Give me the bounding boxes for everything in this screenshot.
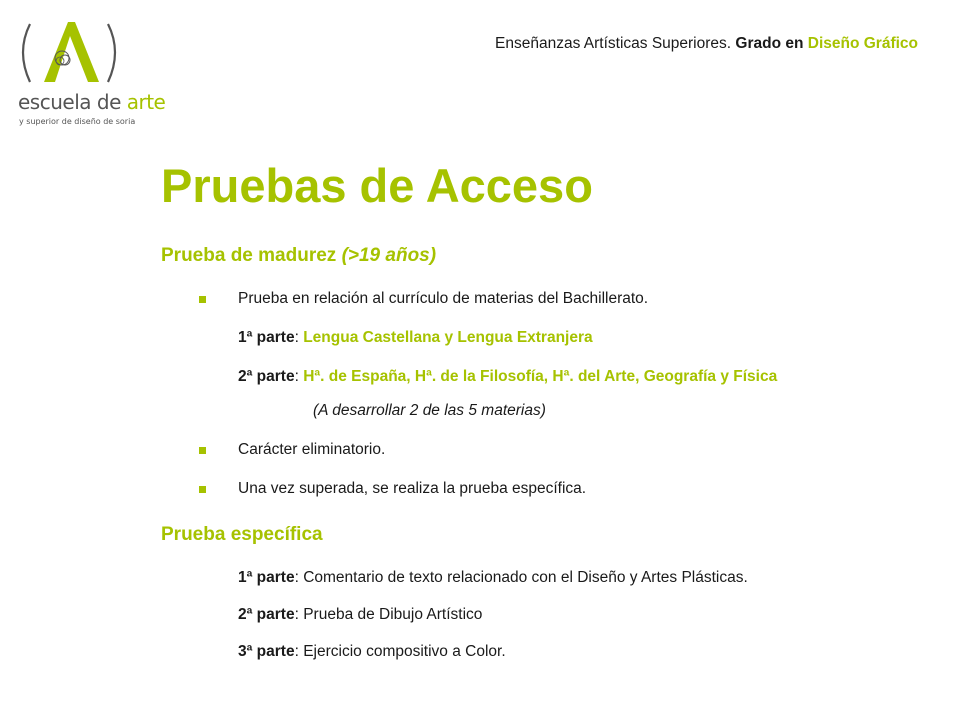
madurez-part-1-value: Lengua Castellana y Lengua Extranjera [303,329,593,346]
especifica-part-1-value: Comentario de texto relacionado con el Diseño y Artes Plásticas. [303,569,748,586]
especifica-part-2-value: Prueba de Dibujo Artístico [303,606,483,623]
especifica-part-1-label: 1ª parte [238,569,295,586]
section-heading-especifica: Prueba específica [161,524,323,545]
madurez-part-2-note: (A desarrollar 2 de las 5 materias) [313,402,546,419]
header-prefix: Enseñanzas Artísticas Superiores. [495,35,736,52]
especifica-part-3-value: Ejercicio compositivo a Color. [303,643,506,660]
especifica-part-1: 1ª parte: Comentario de texto relacionado con el Diseño y Artes Plásticas. [238,569,748,586]
madurez-bullet-superada: Una vez superada, se realiza la prueba específica. [238,480,587,497]
header-degree-line [495,35,918,53]
logo-mark-icon [14,18,144,93]
madurez-bullet-eliminatorio: Carácter eliminatorio. [238,441,386,458]
especifica-part-3-label: 3ª parte [238,643,295,660]
madurez-part-2: 2ª parte: Hª. de España, Hª. de la Filosofía, Hª. del Arte, Geografía y Física [238,368,778,385]
logo-name-prefix: escuela de [18,90,127,114]
especifica-part-3: 3ª parte: Ejercicio compositivo a Color. [238,643,506,660]
especifica-part-2-label: 2ª parte [238,606,295,623]
madurez-part-1: 1ª parte: Lengua Castellana y Lengua Extranjera [238,329,593,346]
madurez-bullet-curriculo: Prueba en relación al currículo de materias del Bachillerato. [238,290,649,307]
madurez-part-1-label: 1ª parte [238,329,295,346]
header-degree-name: Diseño Gráfico [807,35,918,52]
school-logo [14,18,166,126]
madurez-heading-qualifier: (>19 años) [341,245,437,266]
bullet-marker [199,486,206,493]
especifica-part-2: 2ª parte: Prueba de Dibujo Artístico [238,606,483,623]
logo-tagline: y superior de diseño de soria [19,117,136,126]
logo-school-name [18,90,165,114]
page-title: Pruebas de Acceso [161,159,593,212]
logo-name-accent: arte [126,90,166,114]
madurez-part-2-label: 2ª parte [238,368,295,385]
bullet-marker [199,296,206,303]
header-degree-label: Grado en [735,35,808,52]
madurez-part-2-value: Hª. de España, Hª. de la Filosofía, Hª. del Arte, Geografía y Física [303,368,778,385]
madurez-heading-text: Prueba de madurez [161,245,342,266]
section-heading-madurez [161,245,436,267]
bullet-marker [199,447,206,454]
